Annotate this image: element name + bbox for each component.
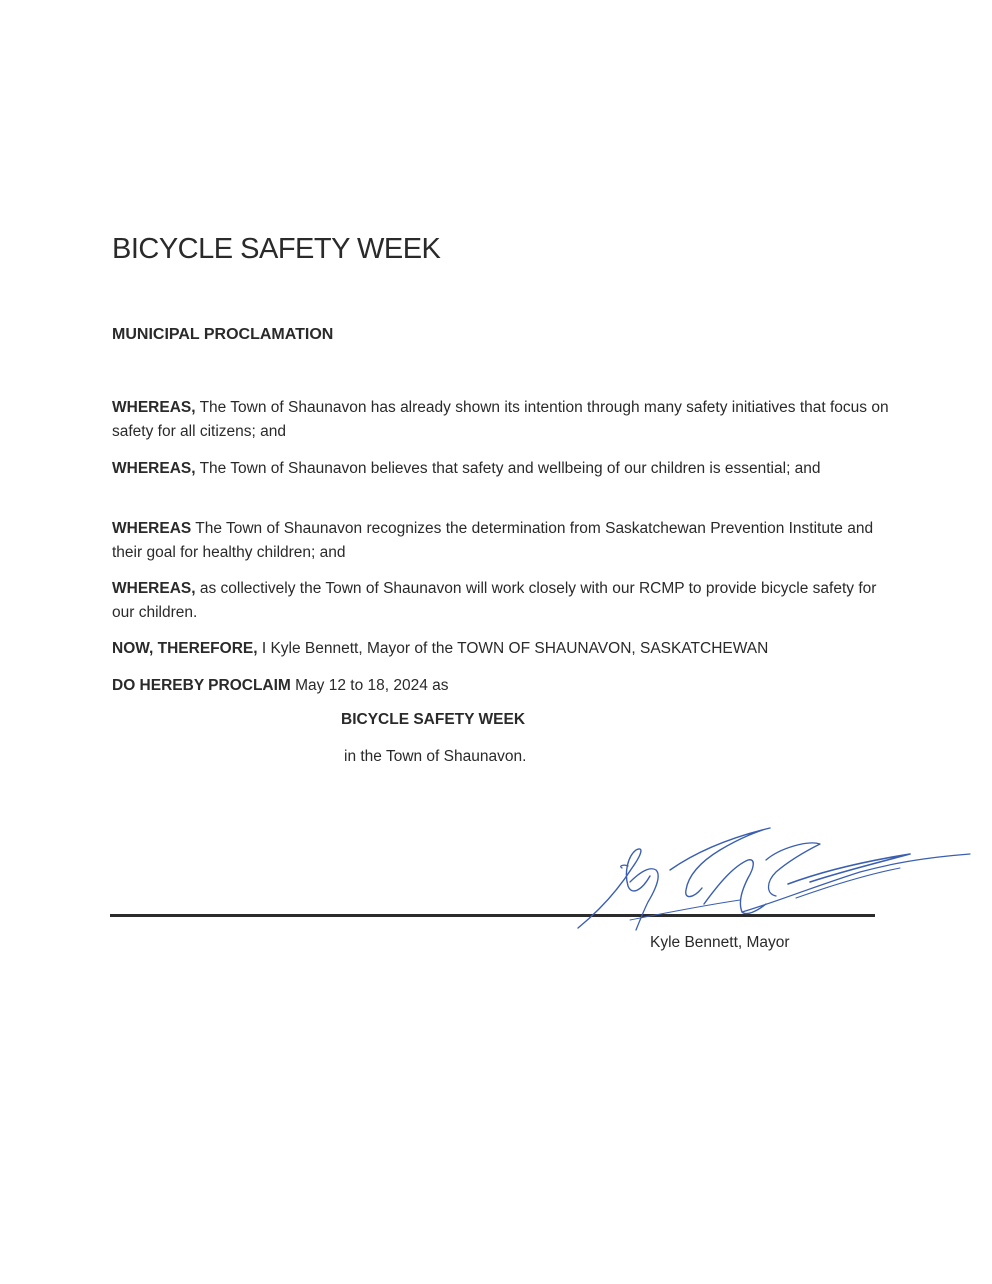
proclamation-subtitle: MUNICIPAL PROCLAMATION bbox=[112, 326, 334, 343]
signature-image bbox=[570, 820, 975, 935]
signature-strokes bbox=[578, 828, 970, 930]
clause-lead: DO HEREBY PROCLAIM bbox=[112, 677, 291, 694]
clause-lead: WHEREAS, bbox=[112, 580, 196, 597]
clause-text: The Town of Shaunavon believes that safety and wellbeing of our children is essential; and bbox=[195, 460, 821, 477]
clause-text: as collectively the Town of Shaunavon will work closely with our RCMP to provide bicycle safety for our children. bbox=[112, 580, 877, 621]
clause-lead: WHEREAS, bbox=[112, 399, 196, 416]
document-title: BICYCLE SAFETY WEEK bbox=[112, 233, 441, 265]
clause-lead: WHEREAS, bbox=[112, 460, 196, 477]
clause-text: May 12 to 18, 2024 as bbox=[290, 677, 449, 694]
proclaim-clause bbox=[112, 674, 892, 698]
signer-name: Kyle Bennett, Mayor bbox=[650, 934, 790, 951]
whereas-clause-1 bbox=[112, 396, 892, 444]
clause-lead: NOW, THEREFORE, bbox=[112, 640, 258, 657]
proclaimed-event: BICYCLE SAFETY WEEK bbox=[341, 711, 526, 728]
whereas-clause-2 bbox=[112, 457, 892, 481]
whereas-clause-3 bbox=[112, 517, 892, 565]
clause-text: The Town of Shaunavon has already shown its intention through many safety initiatives that focus on safety for all citizens; and bbox=[112, 399, 889, 440]
location-line: in the Town of Shaunavon. bbox=[344, 748, 527, 765]
therefore-clause bbox=[112, 637, 892, 661]
clause-text: The Town of Shaunavon recognizes the determination from Saskatchewan Prevention Institute and their goal for healthy children; and bbox=[112, 520, 874, 561]
clause-lead: WHEREAS bbox=[112, 520, 192, 537]
clause-text: I Kyle Bennett, Mayor of the TOWN OF SHAUNAVON, SASKATCHEWAN bbox=[257, 640, 769, 657]
whereas-clause-4 bbox=[112, 577, 892, 625]
